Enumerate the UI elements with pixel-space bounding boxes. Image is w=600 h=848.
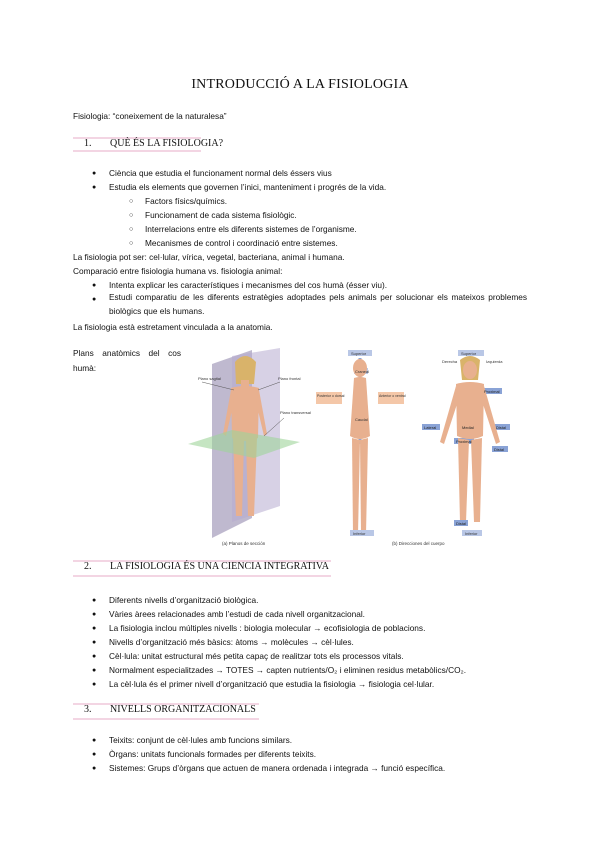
intro-line: Fisiologia: “coneixement de la naturalesa” <box>73 111 227 121</box>
section-title: QUÈ ÉS LA FISIOLOGIA? <box>110 138 224 149</box>
transverse-plane <box>188 430 300 458</box>
bullet-icon: ● <box>92 184 97 191</box>
label-craneal: Craneal <box>355 369 370 374</box>
section-2-underline-bottom <box>73 575 331 577</box>
list-item: Vàries àrees relacionades amb l’estudi de cada nivell organitzacional. <box>109 609 365 619</box>
section-number: 3. <box>84 704 92 715</box>
side-view-illustration <box>316 350 404 536</box>
list-item: Intenta explicar les característiques i mecanismes del cos humà (ésser viu). <box>109 280 388 290</box>
bullet-icon: ● <box>92 597 97 604</box>
section-3-heading <box>84 704 256 715</box>
label-distal-2: Distal <box>494 447 505 452</box>
label-plano-sagital: Plano sagital <box>198 376 221 381</box>
bullet-icon: ● <box>92 639 97 646</box>
section-2-heading <box>84 561 329 572</box>
bullet-icon: ● <box>92 765 97 772</box>
sub-bullet-icon: ○ <box>129 198 134 205</box>
label-medial: Medial <box>462 425 474 430</box>
paragraph: La fisiologia està estretament vinculada a la anatomia. <box>73 322 273 332</box>
paragraph: Comparació entre fisiologia humana vs. fisiologia animal: <box>73 266 283 276</box>
label-lateral: Lateral <box>424 425 437 430</box>
label-anterior: Anterior o ventral <box>379 394 406 398</box>
list-item: Estudia els elements que governen l’inici, manteniment i progrés de la vida. <box>109 182 387 192</box>
label-proximal-2: Proximal <box>456 439 472 444</box>
sub-bullet-icon: ○ <box>129 240 134 247</box>
sub-list-item: Interrelacions entre els diferents sistemes de l’organisme. <box>145 224 357 234</box>
list-item: Teixits: conjunt de cèl·lules amb funcions similars. <box>109 735 293 745</box>
bullet-icon: ● <box>92 282 97 289</box>
caption-b: (b) Direcciones del cuerpo <box>392 541 445 546</box>
sub-list-item: Factors físics/químics. <box>145 196 228 206</box>
label-derecha: Derecha <box>442 359 458 364</box>
label-posterior: Posterior o dorsal <box>317 394 345 398</box>
anatomy-figure <box>188 346 528 551</box>
sub-bullet-icon: ○ <box>129 226 134 233</box>
section-number: 1. <box>84 138 92 149</box>
label-distal: Distal <box>496 425 507 430</box>
bullet-icon: ● <box>92 625 97 632</box>
bullet-icon: ● <box>92 296 97 303</box>
bullet-icon: ● <box>92 681 97 688</box>
label-izquierda: Izquierda <box>486 359 503 364</box>
label-inferior: Inferior <box>353 531 366 536</box>
list-item: Diferents nivells d’organització biològica. <box>109 595 259 605</box>
section-number: 2. <box>84 561 92 572</box>
label-distal-3: Distal <box>456 521 467 526</box>
bullet-icon: ● <box>92 653 97 660</box>
section-title: LA FISIOLOGIA ÉS UNA CIENCIA INTEGRATIVA <box>110 561 329 572</box>
list-item: Normalment especialitzades → TOTES → capten nutrients/O₂ i eliminen residus metabòlics/CO₂. <box>109 665 467 675</box>
list-item: Òrgans: unitats funcionals formades per diferents teixits. <box>109 749 317 759</box>
bullet-icon: ● <box>92 737 97 744</box>
list-item: Estudi comparatiu de les diferents estratègies adoptades pels animals per solucionar els mateixos problemes biològics que els humans. <box>109 292 527 316</box>
bullet-icon: ● <box>92 751 97 758</box>
caption-a: (a) Planos de sección <box>222 541 266 546</box>
section-1-heading <box>84 138 223 149</box>
label-plano-transversal: Plano transversal <box>280 410 311 415</box>
page-title: INTRODUCCIÓ A LA FISIOLOGIA <box>191 77 409 92</box>
list-item: La fisiologia inclou múltiples nivells : biologia molecular → ecofisiologia de poblacions. <box>109 623 426 633</box>
list-item: Ciència que estudia el funcionament normal dels éssers vius <box>109 168 332 178</box>
bullet-icon: ● <box>92 170 97 177</box>
label-plano-frontal: Plano frontal <box>278 376 301 381</box>
sub-list-item: Funcionament de cada sistema fisiològic. <box>145 210 297 220</box>
list-item: La cèl·lula és el primer nivell d’organització que estudia la fisiologia → fisiologia cel·lular. <box>109 679 435 689</box>
section-1-underline-bottom <box>73 150 201 152</box>
label-superior-front: Superior <box>461 351 477 356</box>
label-caudal: Caudal <box>355 417 368 422</box>
list-item: Nivells d’organització més bàsics: àtoms → molècules → cèl·lules. <box>109 637 354 647</box>
bullet-icon: ● <box>92 667 97 674</box>
label-proximal: Proximal <box>484 389 500 394</box>
label-superior: Superior <box>351 351 367 356</box>
list-item: Sistemes: Grups d’òrgans que actuen de manera ordenada i integrada → funció específica. <box>109 763 446 773</box>
list-item: Cèl·lula: unitat estructural més petita capaç de realitzar tots els processos vitals. <box>109 651 404 661</box>
bullet-icon: ● <box>92 611 97 618</box>
body-figure-side <box>350 359 370 534</box>
label-inferior-front: Inferior <box>465 531 478 536</box>
section-title: NIVELLS ORGANITZACIONALS <box>110 704 256 715</box>
paragraph: La fisiologia pot ser: cel·lular, vírica, vegetal, bacteriana, animal i humana. <box>73 252 345 262</box>
section-3-underline-bottom <box>73 718 259 720</box>
sub-list-item: Mecanismes de control i coordinació entre sistemes. <box>145 238 338 248</box>
sub-bullet-icon: ○ <box>129 212 134 219</box>
plans-label: Plans anatòmics del cos humà: <box>73 348 181 373</box>
